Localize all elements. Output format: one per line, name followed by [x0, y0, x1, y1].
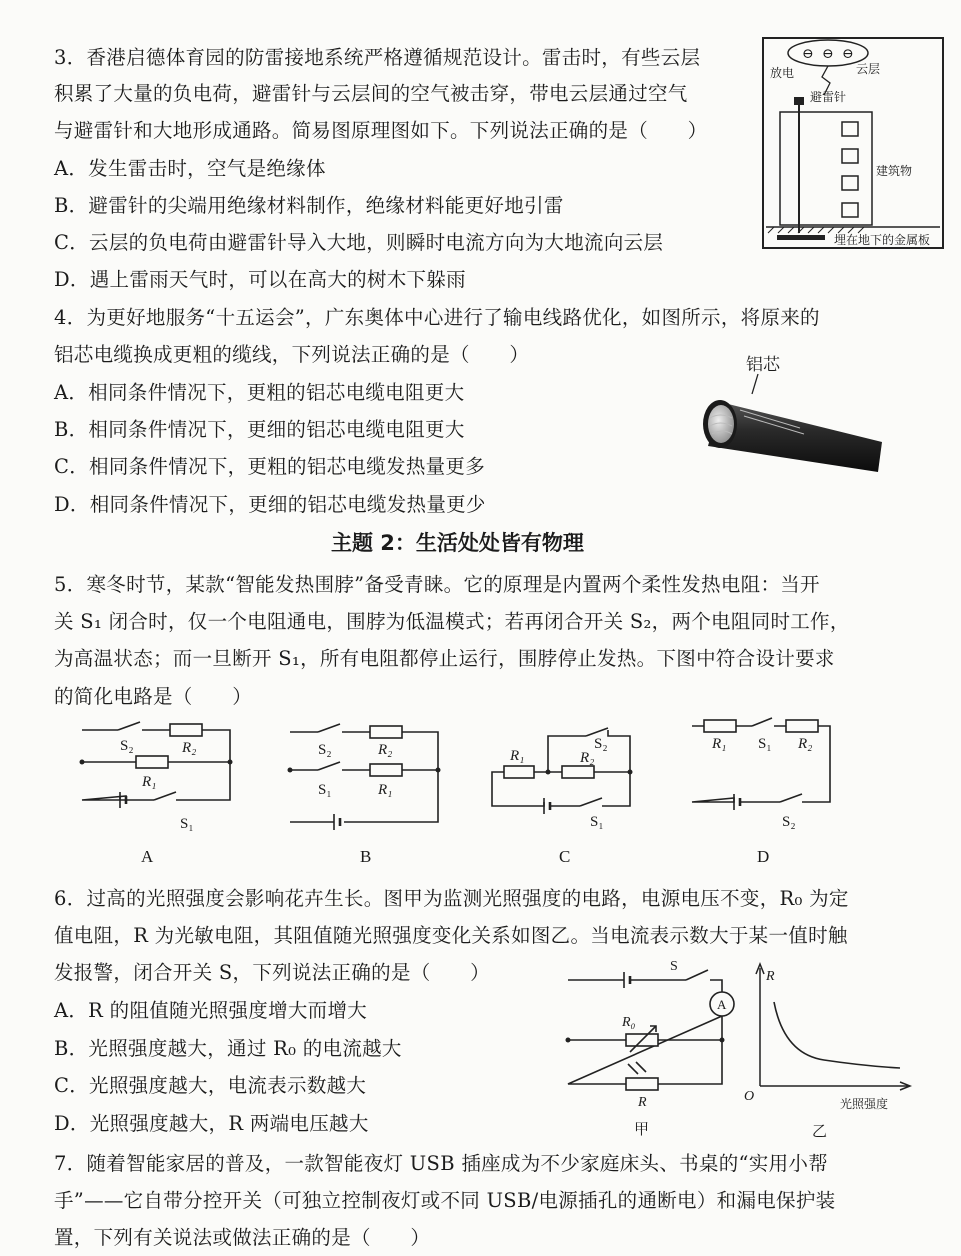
a-s2: S₂ [120, 738, 134, 754]
q6-option-a: A．R 的阻值随光照强度增大而增大 [54, 999, 368, 1022]
b-r1: R₁ [378, 782, 393, 798]
q3-line-1: 3．香港启德体育园的防雷接地系统严格遵循规范设计。雷击时，有些云层 [54, 46, 701, 69]
c-r1: R₁ [510, 748, 525, 764]
lightning-rod-figure [762, 37, 944, 249]
q6-line-1: 6．过高的光照强度会影响花卉生长。图甲为监测光照强度的电路，电源电压不变，R₀ 为定 [54, 887, 849, 910]
al-core-pointer [752, 374, 758, 394]
q7-line-2: 手”——它自带分控开关（可独立控制夜灯或不同 USB/电源插孔的通断电）和漏电保护装 [54, 1189, 836, 1212]
b-s2: S₂ [318, 742, 332, 758]
label-cloud: 云层 [856, 62, 881, 76]
q6-option-c: C．光照强度越大，电流表示数越大 [54, 1074, 367, 1097]
window-2 [842, 149, 858, 163]
q5-line-2: 关 S₁ 闭合时，仅一个电阻通电，围脖为低温模式；若再闭合开关 S₂，两个电阻同时工作， [54, 610, 850, 633]
ground-plate [777, 235, 825, 240]
circuit-d [690, 718, 840, 833]
circuit-b [288, 722, 440, 837]
label-discharge: 放电 [770, 66, 795, 80]
q5-line-3: 为高温状态；而一旦断开 S₁，所有电阻都停止运行，围脖停止发热。下图中符合设计要求 [54, 647, 835, 670]
window-1 [842, 122, 858, 136]
label-ammeter: A [717, 997, 727, 1012]
label-switch-s: S [670, 959, 678, 974]
light-sensor-circuit [566, 958, 746, 1138]
d-r2: R₂ [798, 736, 813, 752]
circuit-c-letter: C [559, 847, 571, 866]
q4-option-c: C．相同条件情况下，更粗的铝芯电缆发热量更多 [54, 455, 486, 478]
circuit-a [80, 722, 232, 837]
al-core [708, 405, 734, 443]
q3-option-b: B．避雷针的尖端用绝缘材料制作，绝缘材料能更好地引雷 [54, 194, 564, 217]
resistance-curve [774, 1002, 900, 1068]
circuit-b-letter: B [360, 847, 372, 866]
q7-line-3: 置，下列有关说法或做法正确的是（ ） [54, 1226, 431, 1249]
q6-line-2: 值电阻，R 为光敏电阻，其阻值随光照强度变化关系如图乙。当电流表示数大于某一值时触 [54, 924, 848, 947]
cable-figure [700, 350, 892, 475]
q7-line-1: 7．随着智能家居的普及，一款智能夜灯 USB 插座成为不少家庭床头、书桌的“实用小帮 [54, 1152, 828, 1175]
label-rod: 避雷针 [810, 90, 847, 104]
q5-line-4: 的简化电路是（ ） [54, 685, 253, 708]
label-r0: R₀ [622, 1015, 636, 1030]
charge-2: ⊖ [822, 47, 834, 62]
d-s2: S₂ [782, 814, 796, 830]
c-s2: S₂ [594, 736, 608, 752]
circuit-a-letter: A [141, 847, 154, 866]
b-s1: S₁ [318, 782, 332, 798]
charge-3: ⊖ [842, 47, 854, 62]
window-4 [842, 203, 858, 217]
caption-yi: 乙 [812, 1124, 828, 1140]
q4-option-b: B．相同条件情况下，更细的铝芯电缆电阻更大 [54, 418, 465, 441]
a-r1: R₁ [142, 774, 157, 790]
q3-option-d: D．遇上雷雨天气时，可以在高大的树木下躲雨 [54, 268, 466, 291]
q6-line-3: 发报警，闭合开关 S，下列说法正确的是（ ） [54, 961, 490, 984]
b-r2: R₂ [378, 742, 393, 758]
circuit-d-letter: D [757, 847, 770, 866]
q5-line-1: 5．寒冬时节，某款“智能发热围脖”备受青睐。它的原理是内置两个柔性发热电阻：当开 [54, 573, 820, 596]
circuit-c [490, 722, 642, 837]
q4-line-1: 4．为更好地服务“十五运会”，广东奥体中心进行了输电线路优化，如图所示，将原来的 [54, 306, 820, 329]
q4-option-a: A．相同条件情况下，更粗的铝芯电缆电阻更大 [54, 381, 465, 404]
topic-2-heading: 主题 2：生活处处皆有物理 [331, 531, 584, 555]
rod-tip [794, 97, 804, 105]
label-r: R [638, 1095, 647, 1110]
a-r2: R₂ [182, 740, 197, 756]
q4-line-2: 铝芯电缆换成更粗的缆线，下列说法正确的是（ ） [54, 343, 530, 366]
caption-jia: 甲 [634, 1122, 650, 1138]
label-plate: 埋在地下的金属板 [834, 233, 931, 247]
q6-option-b: B．光照强度越大，通过 R₀ 的电流越大 [54, 1037, 402, 1060]
r-light-graph [744, 962, 916, 1138]
x-axis-label: 光照强度 [840, 1097, 889, 1111]
q3-option-a: A．发生雷击时，空气是绝缘体 [54, 157, 326, 180]
d-r1: R₁ [712, 736, 727, 752]
q3-line-2: 积累了大量的负电荷，避雷针与云层间的空气被击穿，带电云层通过空气 [54, 82, 688, 105]
q3-line-3: 与避雷针和大地形成通路。简易图原理图如下。下列说法正确的是（ ） [54, 119, 708, 142]
origin-label: O [744, 1089, 755, 1104]
label-al-core: 铝芯 [746, 355, 780, 374]
a-s1: S₁ [180, 816, 194, 832]
q6-option-d: D．光照强度越大，R 两端电压越大 [54, 1112, 369, 1135]
q3-option-c: C．云层的负电荷由避雷针导入大地，则瞬时电流方向为大地流向云层 [54, 231, 664, 254]
y-axis-label: R [766, 969, 775, 984]
charge-1: ⊖ [802, 47, 814, 62]
c-s1: S₁ [590, 814, 604, 830]
d-s1: S₁ [758, 736, 772, 752]
label-building: 建筑物 [876, 164, 913, 178]
c-r2: R₂ [580, 750, 595, 766]
window-3 [842, 176, 858, 190]
q4-option-d: D．相同条件情况下，更细的铝芯电缆发热量更少 [54, 493, 486, 516]
